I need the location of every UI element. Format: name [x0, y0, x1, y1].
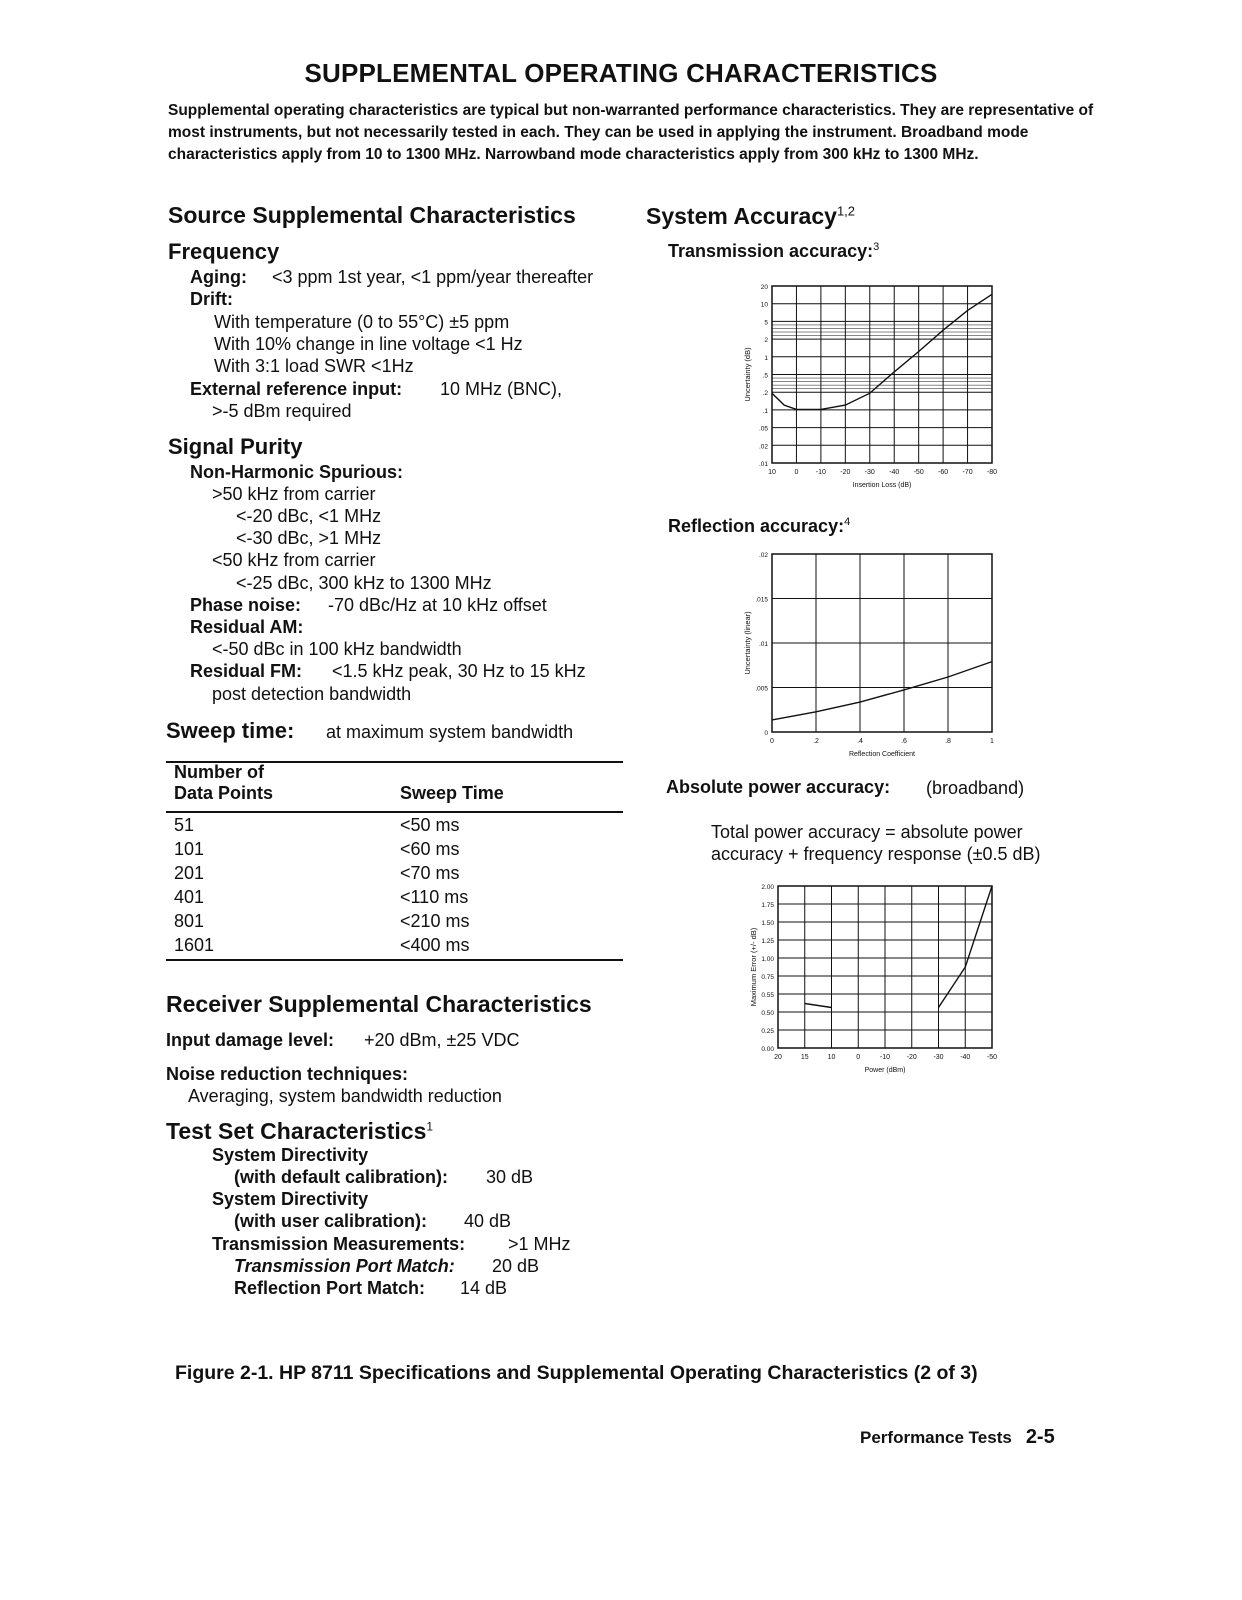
- residual-fm-value2: post detection bandwidth: [212, 684, 412, 704]
- receiver-heading: Receiver Supplemental Characteristics: [166, 991, 592, 1017]
- y-tick-label: 0.00: [761, 1046, 774, 1053]
- x-tick-label: .8: [945, 738, 951, 745]
- signal-purity-heading: Signal Purity: [168, 434, 303, 459]
- spurious-1b: <-30 dBc, >1 MHz: [236, 528, 382, 548]
- transmission-accuracy-label: Transmission accuracy:$^3$: [668, 241, 880, 261]
- directivity1-label: System Directivity: [212, 1145, 369, 1165]
- x-tick-label: -10: [879, 1054, 891, 1061]
- x-tick-label: 10: [768, 469, 776, 476]
- x-tick-label: 15: [800, 1054, 809, 1061]
- sweep-time-heading: Sweep time:: [166, 718, 295, 743]
- x-tick-label: -50: [913, 469, 924, 476]
- transmission-value: >1 MHz: [508, 1234, 571, 1254]
- drift-load: With 3:1 load SWR <1Hz: [214, 356, 414, 376]
- x-tick-label: -30: [933, 1054, 944, 1061]
- page-footer: [860, 1426, 1055, 1449]
- table-bottom-rule: [166, 959, 623, 961]
- residual-am-label: Residual AM:: [190, 617, 304, 637]
- y-tick-label: .2: [762, 390, 768, 398]
- y-axis-label: Maximum Error (+/- dB): [749, 927, 758, 1007]
- x-tick-label: 0: [856, 1054, 861, 1061]
- transmission-footnote-ref: 3: [873, 241, 880, 253]
- x-tick-label: -40: [889, 469, 900, 476]
- directivity2-sub: (with user calibration):: [234, 1211, 428, 1231]
- figure-caption: Figure 2-1. HP 8711 Specifications and Supplemental Operating Characteristics (2 of 3): [175, 1362, 978, 1384]
- x-axis-label: Power (dBm): [864, 1067, 906, 1074]
- y-tick-label: 0.50: [761, 1010, 774, 1017]
- residual-am-value: <-50 dBc in 100 kHz bandwidth: [212, 639, 462, 659]
- y-tick-label: 0.75: [761, 974, 774, 981]
- absolute-power-chart: [728, 876, 1020, 1088]
- x-tick-label: 0: [770, 738, 774, 745]
- x-tick-label: -20: [840, 469, 851, 476]
- x-tick-label: -30: [864, 469, 875, 476]
- absolute-power-note: (broadband): [926, 778, 1025, 798]
- y-tick-label: 1.50: [761, 920, 774, 927]
- x-tick-label: -60: [938, 469, 949, 476]
- max-error-curve: [805, 1004, 832, 1008]
- extref-label: External reference input:: [190, 379, 403, 399]
- footer-page-number: 2-5: [1025, 1426, 1055, 1448]
- x-tick-label: -50: [986, 1054, 998, 1061]
- reflection-accuracy-label: Reflection accuracy:$^4$: [668, 516, 851, 536]
- cell-points: 1601: [174, 935, 215, 955]
- cell-points: 401: [174, 887, 205, 907]
- col-header-sweep: Sweep Time: [400, 783, 504, 803]
- system-accuracy-heading: System Accuracy$^{1,2}$: [646, 203, 856, 229]
- cell-sweep-time: <60 ms: [400, 839, 460, 859]
- noise-value: Averaging, system bandwidth reduction: [188, 1086, 502, 1106]
- directivity2-value: 40 dB: [464, 1211, 512, 1231]
- sweep-time-note: at maximum system bandwidth: [326, 722, 574, 742]
- x-tick-label: -10: [815, 469, 826, 476]
- phase-noise-label: Phase noise:: [190, 595, 302, 615]
- page-title: SUPPLEMENTAL OPERATING CHARACTERISTICS: [304, 58, 938, 88]
- y-tick-label: .005: [755, 685, 768, 693]
- testset-heading: Test Set Characteristics$^1$: [166, 1118, 434, 1144]
- cell-sweep-time: <210 ms: [400, 911, 470, 931]
- drift-temp: With temperature (0 to 55°C) ±5 ppm: [214, 312, 510, 332]
- spurious-2: <50 kHz from carrier: [212, 550, 376, 570]
- intro-paragraph: Supplemental operating characteristics are typical but non-warranted performance characteristics. They are representative of most instruments, but not necessarily tested in each. They can be used in applying the instrument. Broadband mode characteristics apply from 10 to 1300 MHz. Narrowband mode characteristics apply from 300 kHz to 1300 MHz.: [168, 102, 1094, 163]
- y-axis-label: Uncertainty (dB): [743, 347, 752, 402]
- drift-label: Drift:: [190, 289, 233, 309]
- footer-section: Performance Tests: [860, 1428, 1012, 1447]
- transmission-label: Transmission Measurements:: [212, 1234, 466, 1254]
- y-tick-label: 2: [764, 337, 768, 345]
- frequency-heading: Frequency: [168, 239, 280, 264]
- cell-sweep-time: <110 ms: [400, 887, 469, 907]
- y-tick-label: 1.00: [761, 956, 774, 963]
- x-tick-label: -70: [962, 469, 973, 476]
- damage-label: Input damage level:: [166, 1030, 335, 1050]
- residual-fm-value: <1.5 kHz peak, 30 Hz to 15 kHz: [332, 661, 586, 681]
- directivity2-label: System Directivity: [212, 1189, 369, 1209]
- absolute-power-label: Absolute power accuracy:: [666, 777, 891, 797]
- y-tick-label: .5: [762, 372, 768, 380]
- residual-fm-label: Residual FM:: [190, 661, 303, 681]
- x-tick-label: 1: [990, 738, 994, 745]
- x-axis-label: Reflection Coefficient: [848, 751, 916, 758]
- uncertainty-curve: [772, 662, 992, 720]
- y-tick-label: 5: [764, 319, 768, 327]
- cell-sweep-time: <400 ms: [400, 935, 470, 955]
- cell-points: 201: [174, 863, 205, 883]
- tpm-value: 20 dB: [492, 1256, 540, 1276]
- x-tick-label: .4: [857, 738, 863, 745]
- directivity1-value: 30 dB: [486, 1167, 534, 1187]
- phase-noise-value: -70 dBc/Hz at 10 kHz offset: [328, 595, 547, 615]
- reflection-accuracy-chart: [730, 546, 1020, 762]
- transmission-accuracy-chart: [730, 272, 1020, 490]
- total-power-line2: accuracy + frequency response (±0.5 dB): [711, 844, 1041, 864]
- y-tick-label: .01: [758, 461, 768, 468]
- x-tick-label: 0: [794, 469, 799, 476]
- spurious-label: Non-Harmonic Spurious:: [190, 462, 404, 482]
- y-axis-label: Uncertainty (linear): [743, 611, 752, 675]
- x-axis-label: Insertion Loss (dB): [852, 482, 912, 489]
- col-header-points-2: Data Points: [174, 783, 274, 803]
- tpm-label: Transmission Port Match:: [234, 1256, 455, 1276]
- drift-line: With 10% change in line voltage <1 Hz: [214, 334, 523, 354]
- y-tick-label: .1: [762, 407, 768, 415]
- y-tick-label: .02: [758, 443, 768, 451]
- rpm-value: 14 dB: [460, 1278, 508, 1298]
- spurious-1a: <-20 dBc, <1 MHz: [236, 506, 382, 526]
- total-power-line1: Total power accuracy = absolute power: [711, 822, 1023, 842]
- y-tick-label: 0.25: [761, 1028, 774, 1035]
- system-footnote-ref: 1,2: [836, 203, 856, 219]
- x-tick-label: 10: [827, 1054, 836, 1061]
- y-tick-label: 2.00: [761, 884, 774, 891]
- x-tick-label: .6: [901, 738, 907, 745]
- x-tick-label: -40: [960, 1054, 971, 1061]
- y-tick-label: .015: [755, 596, 768, 604]
- spurious-1: >50 kHz from carrier: [212, 484, 376, 504]
- x-tick-label: -80: [986, 469, 998, 476]
- x-tick-label: .2: [813, 738, 819, 745]
- y-tick-label: .02: [758, 552, 768, 559]
- cell-sweep-time: <50 ms: [400, 815, 460, 835]
- testset-footnote-ref: 1: [426, 1119, 434, 1134]
- spurious-2a: <-25 dBc, 300 kHz to 1300 MHz: [236, 573, 492, 593]
- y-tick-label: 10: [760, 301, 768, 309]
- rpm-label: Reflection Port Match:: [234, 1278, 426, 1298]
- x-tick-label: 20: [774, 1054, 782, 1061]
- aging-label: Aging:: [190, 267, 247, 287]
- aging-value: <3 ppm 1st year, <1 ppm/year thereafter: [272, 267, 594, 287]
- extref-value: 10 MHz (BNC),: [440, 379, 563, 399]
- source-heading: Source Supplemental Characteristics: [168, 202, 576, 228]
- cell-points: 101: [174, 839, 205, 859]
- y-tick-label: 0: [764, 730, 768, 737]
- y-tick-label: 1.75: [761, 902, 774, 909]
- x-tick-label: -20: [906, 1054, 917, 1061]
- col-header-points-1: Number of: [174, 762, 264, 782]
- damage-value: +20 dBm, ±25 VDC: [364, 1030, 520, 1050]
- y-tick-label: .05: [758, 425, 768, 433]
- y-tick-label: 0.55: [761, 992, 774, 999]
- y-tick-label: .01: [758, 641, 768, 648]
- directivity1-sub: (with default calibration):: [234, 1167, 448, 1187]
- y-tick-label: 1.25: [761, 938, 774, 945]
- extref-value2: >-5 dBm required: [212, 401, 352, 421]
- cell-sweep-time: <70 ms: [400, 863, 460, 883]
- cell-points: 801: [174, 911, 205, 931]
- y-tick-label: 20: [760, 284, 768, 291]
- cell-points: 51: [174, 815, 195, 835]
- noise-label: Noise reduction techniques:: [166, 1064, 409, 1084]
- reflection-footnote-ref: 4: [844, 516, 851, 528]
- table-header-rule: [166, 811, 623, 813]
- y-tick-label: 1: [764, 354, 768, 362]
